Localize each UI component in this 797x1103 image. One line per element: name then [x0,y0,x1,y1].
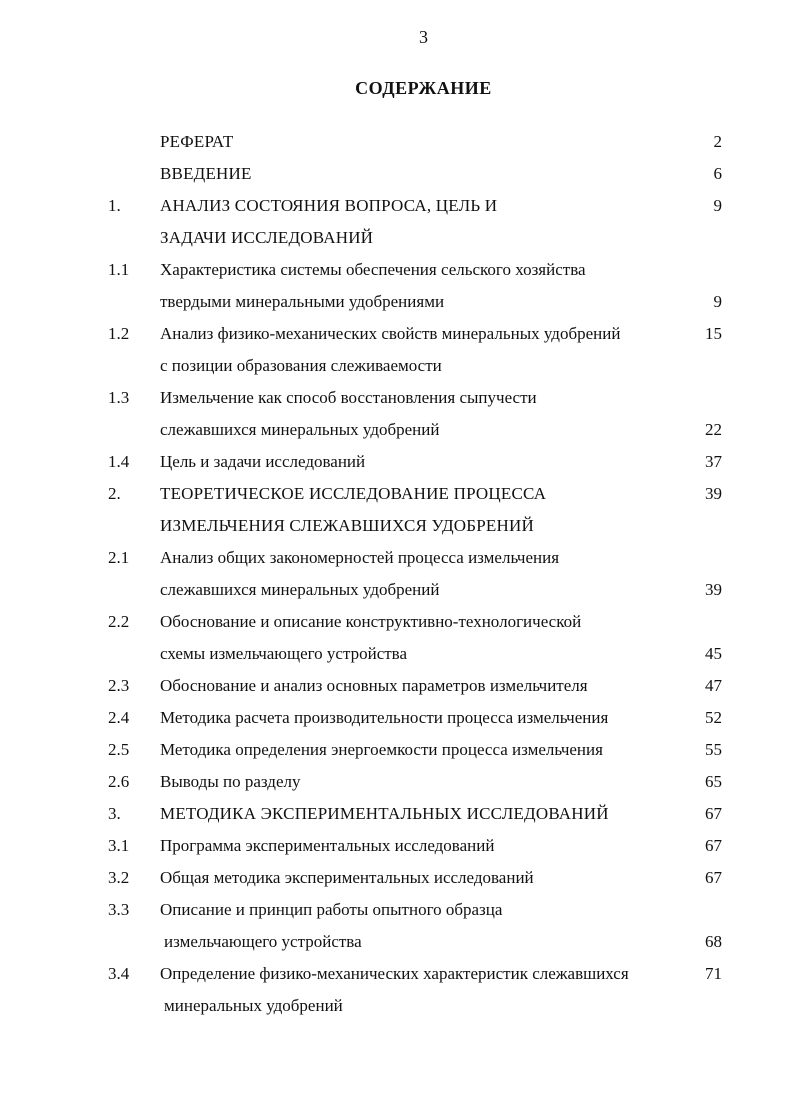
toc-entry [0,830,797,862]
toc-entry [0,894,797,958]
toc-entry-title: Измельчение как способ восстановления сыпучести [160,388,537,407]
toc-line [0,990,797,1022]
toc-entry [0,446,797,478]
toc-entry-title: Общая методика экспериментальных исследований [160,868,534,887]
toc-entry [0,126,797,158]
toc-entry-page: 2 [713,132,722,151]
toc-entry [0,766,797,798]
toc-entry-number: 3.2 [108,868,130,887]
toc-entry-title: измельчающего устройства [164,932,362,951]
toc-line [0,830,797,862]
toc-entry-title: Методика определения энергоемкости процесса измельчения [160,740,603,759]
toc-entry-number: 1.3 [108,388,130,407]
toc-entry-page: 15 [705,324,722,343]
toc-entry-page: 9 [713,196,722,215]
toc-entry-page: 52 [705,708,722,727]
toc-entry-title: АНАЛИЗ СОСТОЯНИЯ ВОПРОСА, ЦЕЛЬ И [160,196,498,215]
toc-line [0,670,797,702]
toc-entry-number: 3.3 [108,900,130,919]
toc-entry-title: минеральных удобрений [164,996,343,1015]
toc-entry [0,670,797,702]
toc-entry-title: РЕФЕРАТ [160,132,234,151]
toc-entry-title: Описание и принцип работы опытного образца [160,900,503,919]
toc-entry-title: Анализ общих закономерностей процесса измельчения [160,548,560,567]
toc-line [0,158,797,190]
toc-entry-number: 1.1 [108,260,130,279]
toc-entry-title: ИЗМЕЛЬЧЕНИЯ СЛЕЖАВШИХСЯ УДОБРЕНИЙ [160,516,534,535]
toc-entry [0,478,797,542]
toc-line [0,318,797,350]
toc-entry [0,158,797,190]
toc-line [0,926,797,958]
toc-entry-number: 2.1 [108,548,130,567]
toc-entry-title: ТЕОРЕТИЧЕСКОЕ ИССЛЕДОВАНИЕ ПРОЦЕССА [160,484,547,503]
table-of-contents [0,126,797,1022]
toc-entry-title: МЕТОДИКА ЭКСПЕРИМЕНТАЛЬНЫХ ИССЛЕДОВАНИЙ [160,804,609,823]
toc-line [0,638,797,670]
toc-entry-title: Анализ физико-механических свойств минеральных удобрений [160,324,621,343]
toc-entry [0,958,797,1022]
toc-line [0,606,797,638]
toc-line [0,254,797,286]
toc-entry [0,318,797,382]
toc-entry [0,190,797,254]
toc-entry-number: 2.4 [108,708,130,727]
toc-entry-number: 2.2 [108,612,130,631]
toc-entry [0,734,797,766]
toc-entry-title: ВВЕДЕНИЕ [160,164,252,183]
toc-entry-page: 39 [705,580,722,599]
toc-line [0,414,797,446]
toc-entry-title: Выводы по разделу [160,772,301,791]
toc-line [0,574,797,606]
toc-entry [0,382,797,446]
toc-entry-title: Определение физико-механических характеристик слежавшихся [160,964,629,983]
toc-entry-page: 37 [705,452,722,471]
toc-entry-title: Обоснование и анализ основных параметров измельчителя [160,676,588,695]
toc-entry-title: Обоснование и описание конструктивно-технологической [160,612,582,631]
toc-line [0,862,797,894]
toc-entry-page: 67 [705,804,722,823]
toc-entry-page: 6 [713,164,722,183]
toc-entry [0,254,797,318]
toc-entry-title: Методика расчета производительности процесса измельчения [160,708,609,727]
toc-entry-page: 65 [705,772,722,791]
toc-line [0,446,797,478]
toc-entry-page: 67 [705,836,722,855]
toc-entry [0,606,797,670]
toc-entry-title: Цель и задачи исследований [160,452,366,471]
toc-line [0,894,797,926]
toc-line [0,222,797,254]
toc-entry-page: 39 [705,484,722,503]
toc-entry-title: ЗАДАЧИ ИССЛЕДОВАНИЙ [160,228,374,247]
toc-entry-page: 45 [705,644,722,663]
toc-title: СОДЕРЖАНИЕ [355,78,492,98]
toc-entry-page: 47 [705,676,722,695]
toc-entry-number: 2. [108,484,121,503]
toc-line [0,510,797,542]
toc-entry [0,542,797,606]
toc-line [0,798,797,830]
toc-entry-number: 1. [108,196,121,215]
toc-line [0,958,797,990]
toc-entry-page: 55 [705,740,722,759]
toc-entry [0,862,797,894]
toc-entry-title: с позиции образования слеживаемости [160,356,442,375]
toc-entry-number: 3.1 [108,836,130,855]
toc-entry-page: 68 [705,932,722,951]
toc-line [0,382,797,414]
toc-entry-page: 22 [705,420,722,439]
toc-entry-title: Программа экспериментальных исследований [160,836,495,855]
toc-entry [0,798,797,830]
toc-line [0,286,797,318]
toc-entry-number: 1.4 [108,452,130,471]
toc-entry-title: схемы измельчающего устройства [160,644,408,663]
toc-entry-page: 9 [713,292,722,311]
toc-line [0,766,797,798]
toc-entry-number: 3.4 [108,964,130,983]
toc-line [0,478,797,510]
toc-entry-number: 3. [108,804,121,823]
toc-entry-number: 2.6 [108,772,130,791]
toc-line [0,190,797,222]
toc-line [0,350,797,382]
page-number: 3 [419,27,428,47]
toc-entry-number: 2.3 [108,676,130,695]
toc-entry-page: 67 [705,868,722,887]
toc-entry [0,702,797,734]
toc-entry-number: 2.5 [108,740,130,759]
toc-entry-title: слежавшихся минеральных удобрений [160,420,440,439]
toc-line [0,734,797,766]
toc-entry-title: Характеристика системы обеспечения сельского хозяйства [160,260,586,279]
toc-line [0,542,797,574]
toc-entry-page: 71 [705,964,722,983]
toc-entry-number: 1.2 [108,324,130,343]
toc-entry-title: твердыми минеральными удобрениями [160,292,445,311]
toc-line [0,702,797,734]
toc-entry-title: слежавшихся минеральных удобрений [160,580,440,599]
toc-line [0,126,797,158]
